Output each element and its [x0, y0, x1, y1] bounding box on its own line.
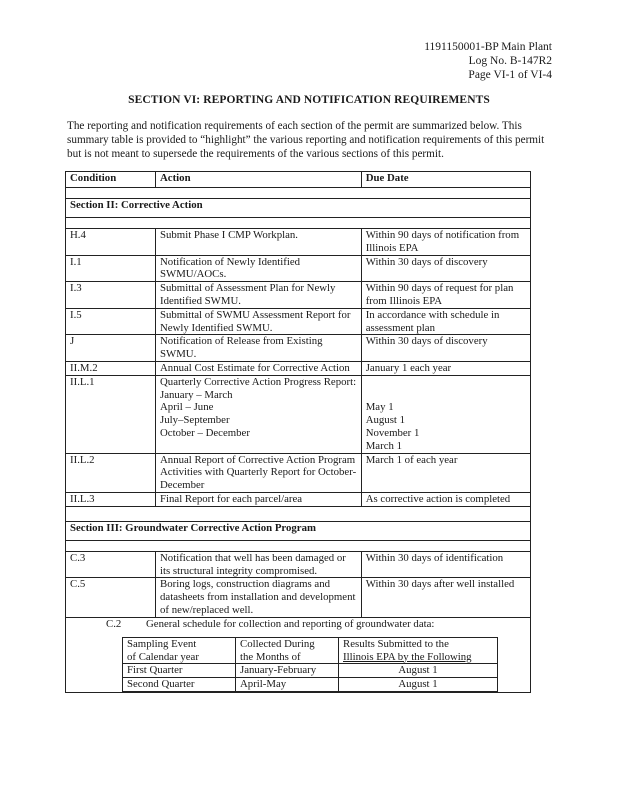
cell-due-date: May 1 August 1 November 1 March 1	[361, 375, 530, 453]
section3-title: Section III: Groundwater Corrective Action Program	[66, 521, 531, 540]
cell-condition: J	[66, 335, 156, 362]
cell-condition: C.3	[66, 551, 156, 578]
table-row	[66, 551, 531, 578]
schedule-months: April-May	[236, 678, 339, 692]
cell-condition: II.L.2	[66, 453, 156, 492]
cell-action: Notification that well has been damaged or its structural integrity compromised.	[156, 551, 362, 578]
cell-due-date: Within 30 days of discovery	[361, 255, 530, 282]
cell-due-date: Within 90 days of request for plan from Illinois EPA	[361, 282, 530, 309]
header-action: Action	[156, 172, 362, 188]
section2-row	[66, 199, 531, 218]
cell-condition: I.3	[66, 282, 156, 309]
log-number: Log No. B-147R2	[468, 55, 552, 67]
cell-due-date: Within 30 days of identification	[361, 551, 530, 578]
table-row	[66, 453, 531, 492]
section-title: SECTION VI: REPORTING AND NOTIFICATION REQUIREMENTS	[128, 94, 490, 106]
cell-action: Notification of Release from Existing SWMU.	[156, 335, 362, 362]
spacer-row	[66, 218, 531, 229]
schedule-row	[123, 678, 498, 692]
cell-action: Quarterly Corrective Action Progress Report: January – March April – June July–September October – December	[156, 375, 362, 453]
table-row	[66, 255, 531, 282]
schedule-header-months	[236, 637, 339, 664]
schedule-months: January-February	[236, 664, 339, 678]
cell-due-date: January 1 each year	[361, 361, 530, 375]
schedule-header-due-l2: Illinois EPA by the Following	[343, 650, 472, 663]
schedule-due: August 1	[339, 664, 498, 678]
schedule-row	[123, 664, 498, 678]
requirements-table	[65, 171, 531, 693]
table-row	[66, 282, 531, 309]
table-row	[66, 361, 531, 375]
table-header-row	[66, 172, 531, 188]
table-row	[66, 492, 531, 506]
schedule-header-months-l1: Collected During	[240, 637, 315, 650]
cell-due-date: Within 30 days of discovery	[361, 335, 530, 362]
schedule-header-due	[339, 637, 498, 664]
schedule-header-months-l2: the Months of	[240, 650, 301, 663]
cell-condition: II.L.3	[66, 492, 156, 506]
c2-cell	[66, 617, 531, 692]
schedule-due: August 1	[339, 678, 498, 692]
cell-due-date: In accordance with schedule in assessment plan	[361, 308, 530, 335]
schedule-header-event	[123, 637, 236, 664]
table-row	[66, 375, 531, 453]
intro-paragraph: The reporting and notification requirements of each section of the permit are summarized below. This summary table is provided to “highlight” the various reporting and notification requirements of this permit but is not meant to supersede the requirements of the various sections of this permit.	[67, 120, 545, 161]
schedule-header-event-l1: Sampling Event	[127, 637, 197, 650]
cell-action: Annual Report of Corrective Action Program Activities with Quarterly Report for October-December	[156, 453, 362, 492]
cell-action: Boring logs, construction diagrams and datasheets from installation and development of new/replaced well.	[156, 578, 362, 617]
spacer-row	[66, 540, 531, 551]
cell-action: Annual Cost Estimate for Corrective Action	[156, 361, 362, 375]
spacer-row	[66, 188, 531, 199]
cell-action: Submittal of Assessment Plan for Newly Identified SWMU.	[156, 282, 362, 309]
permit-number: 1191150001-BP Main Plant	[424, 41, 552, 53]
schedule-header-row	[123, 637, 498, 664]
cell-due-date: Within 90 days of notification from Illinois EPA	[361, 229, 530, 256]
table-row	[66, 578, 531, 617]
c2-condition: C.2	[106, 617, 122, 630]
page-number: Page VI-1 of VI-4	[468, 69, 552, 81]
cell-due-date: As corrective action is completed	[361, 492, 530, 506]
cell-action: Submittal of SWMU Assessment Report for Newly Identified SWMU.	[156, 308, 362, 335]
page-header	[424, 40, 552, 82]
c2-description: General schedule for collection and reporting of groundwater data:	[146, 617, 435, 630]
table-row	[66, 335, 531, 362]
schedule-event: Second Quarter	[123, 678, 236, 692]
cell-condition: II.L.1	[66, 375, 156, 453]
cell-condition: II.M.2	[66, 361, 156, 375]
cell-action: Submit Phase I CMP Workplan.	[156, 229, 362, 256]
header-due-date: Due Date	[361, 172, 530, 188]
c2-row	[66, 617, 531, 692]
cell-action: Final Report for each parcel/area	[156, 492, 362, 506]
cell-due-date: March 1 of each year	[361, 453, 530, 492]
groundwater-schedule-table	[122, 637, 498, 692]
cell-condition: H.4	[66, 229, 156, 256]
table-row	[66, 308, 531, 335]
cell-condition: I.1	[66, 255, 156, 282]
section2-title: Section II: Corrective Action	[66, 199, 531, 218]
section3-row	[66, 521, 531, 540]
header-condition: Condition	[66, 172, 156, 188]
spacer-row	[66, 506, 531, 521]
schedule-header-due-l1: Results Submitted to the	[343, 637, 449, 650]
schedule-header-event-l2: of Calendar year	[127, 650, 199, 663]
cell-condition: I.5	[66, 308, 156, 335]
c2-line	[66, 618, 530, 633]
schedule-event: First Quarter	[123, 664, 236, 678]
cell-action: Notification of Newly Identified SWMU/AOCs.	[156, 255, 362, 282]
cell-condition: C.5	[66, 578, 156, 617]
table-row	[66, 229, 531, 256]
cell-due-date: Within 30 days after well installed	[361, 578, 530, 617]
